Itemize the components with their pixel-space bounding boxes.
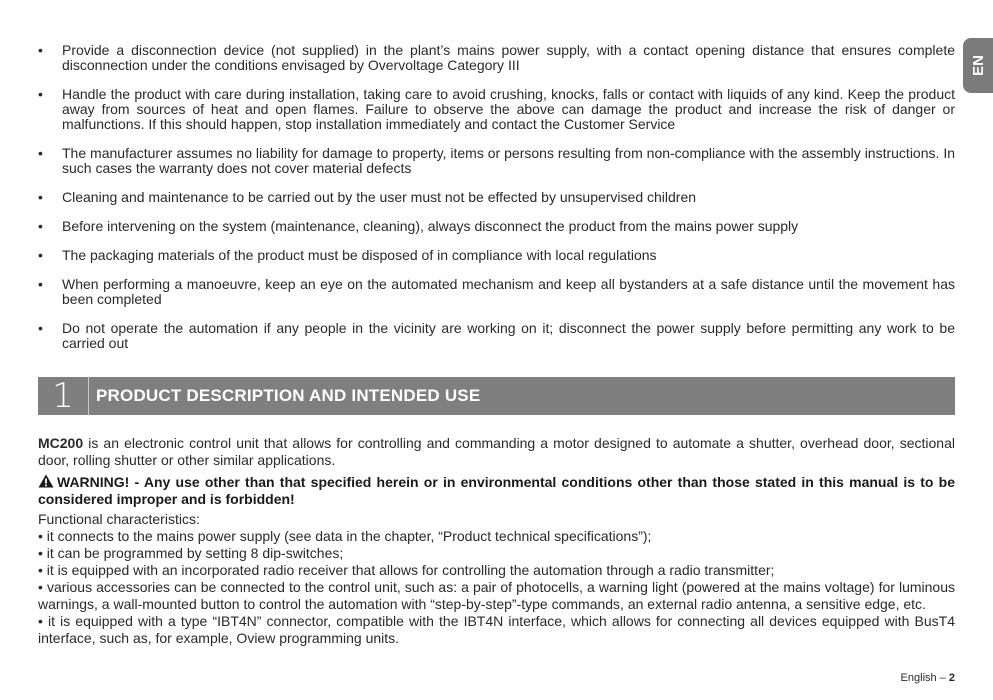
bullet-item bbox=[38, 190, 955, 205]
bullet-text: The packaging materials of the product must be disposed of in compliance with local regulations bbox=[62, 247, 657, 263]
features-heading: Functional characteristics: bbox=[38, 511, 200, 527]
intro-paragraph bbox=[38, 435, 955, 469]
language-tab-label: EN bbox=[969, 55, 987, 76]
bullet-text: Provide a disconnection device (not supplied) in the plant’s mains power supply, with a contact opening distance that ensures complete disconnection under the conditions envisaged by Overvoltage Category III bbox=[62, 42, 955, 73]
bullet-dot: • bbox=[38, 42, 43, 58]
bullet-item bbox=[38, 321, 955, 351]
feature-item: • various accessories can be connected to the control unit, such as: a pair of photocells, a warning light (powered at the mains voltage) for luminous warnings, a wall-mounted button to control the automation with “step-by-step”-type commands, an external radio antenna, a sensitive edge, etc. bbox=[38, 579, 955, 612]
warning-paragraph bbox=[38, 474, 955, 508]
bullet-item bbox=[38, 146, 955, 176]
footer-language: English – bbox=[900, 672, 946, 684]
bullet-dot: • bbox=[38, 189, 43, 205]
bullet-text: Cleaning and maintenance to be carried out by the user must not be effected by unsupervised children bbox=[62, 189, 697, 205]
feature-item: • it is equipped with a type “IBT4N” connector, compatible with the IBT4N interface, which allows for connecting all devices equipped with BusT4 interface, such as, for example, Oview programming units. bbox=[38, 613, 955, 646]
bullet-dot: • bbox=[38, 276, 43, 292]
feature-item: • it connects to the mains power supply (see data in the chapter, “Product technical specifications”); bbox=[38, 528, 652, 544]
bullet-dot: • bbox=[38, 145, 43, 161]
page-number: 2 bbox=[948, 672, 955, 684]
bullet-item bbox=[38, 219, 955, 234]
bullet-text: When performing a manoeuvre, keep an eye on the automated mechanism and keep all bystanders at a safe distance until the movement has been completed bbox=[62, 276, 955, 307]
intro-text: is an electronic control unit that allows for controlling and commanding a motor designed to automate a shutter, overhead door, sectional door, rolling shutter or other similar applications. bbox=[38, 435, 955, 468]
bullet-item bbox=[38, 248, 955, 263]
section-body bbox=[38, 435, 955, 647]
bullet-text: Before intervening on the system (maintenance, cleaning), always disconnect the product from the mains power supply bbox=[62, 218, 799, 234]
warning-icon bbox=[38, 474, 54, 488]
bullet-dot: • bbox=[38, 320, 43, 336]
safety-bullet-list bbox=[38, 43, 955, 365]
feature-item: • it is equipped with an incorporated radio receiver that allows for controlling the automation through a radio transmitter; bbox=[38, 562, 775, 578]
page-footer bbox=[901, 672, 955, 684]
section-header bbox=[38, 377, 955, 415]
bullet-text: The manufacturer assumes no liability for damage to property, items or persons resulting from non-compliance with the assembly instructions. In such cases the warranty does not cover material defects bbox=[62, 145, 955, 176]
bullet-item bbox=[38, 87, 955, 132]
bullet-dot: • bbox=[38, 86, 43, 102]
bullet-item bbox=[38, 277, 955, 307]
bullet-dot: • bbox=[38, 218, 43, 234]
section-title: PRODUCT DESCRIPTION AND INTENDED USE bbox=[96, 386, 481, 405]
feature-item: • it can be programmed by setting 8 dip-switches; bbox=[38, 545, 344, 561]
language-tab bbox=[963, 38, 993, 93]
bullet-dot: • bbox=[38, 247, 43, 263]
bullet-item bbox=[38, 43, 955, 73]
warning-text: WARNING! - Any use other than that specified herein or in environmental conditions other than those stated in this manual is to be considered improper and is forbidden! bbox=[38, 474, 955, 507]
bullet-text: Handle the product with care during installation, taking care to avoid crushing, knocks, falls or contact with liquids of any kind. Keep the product away from sources of heat and open flames. Failure to observe the above can damage the product and increase the risk of danger or malfunctions. If this should happen, stop installation immediately and contact the Customer Service bbox=[62, 86, 955, 132]
bullet-text: Do not operate the automation if any people in the vicinity are working on it; disconnect the power supply before permitting any work to be carried out bbox=[62, 320, 955, 351]
model-name: MC200 bbox=[38, 435, 84, 451]
section-number: 1 bbox=[38, 377, 89, 415]
